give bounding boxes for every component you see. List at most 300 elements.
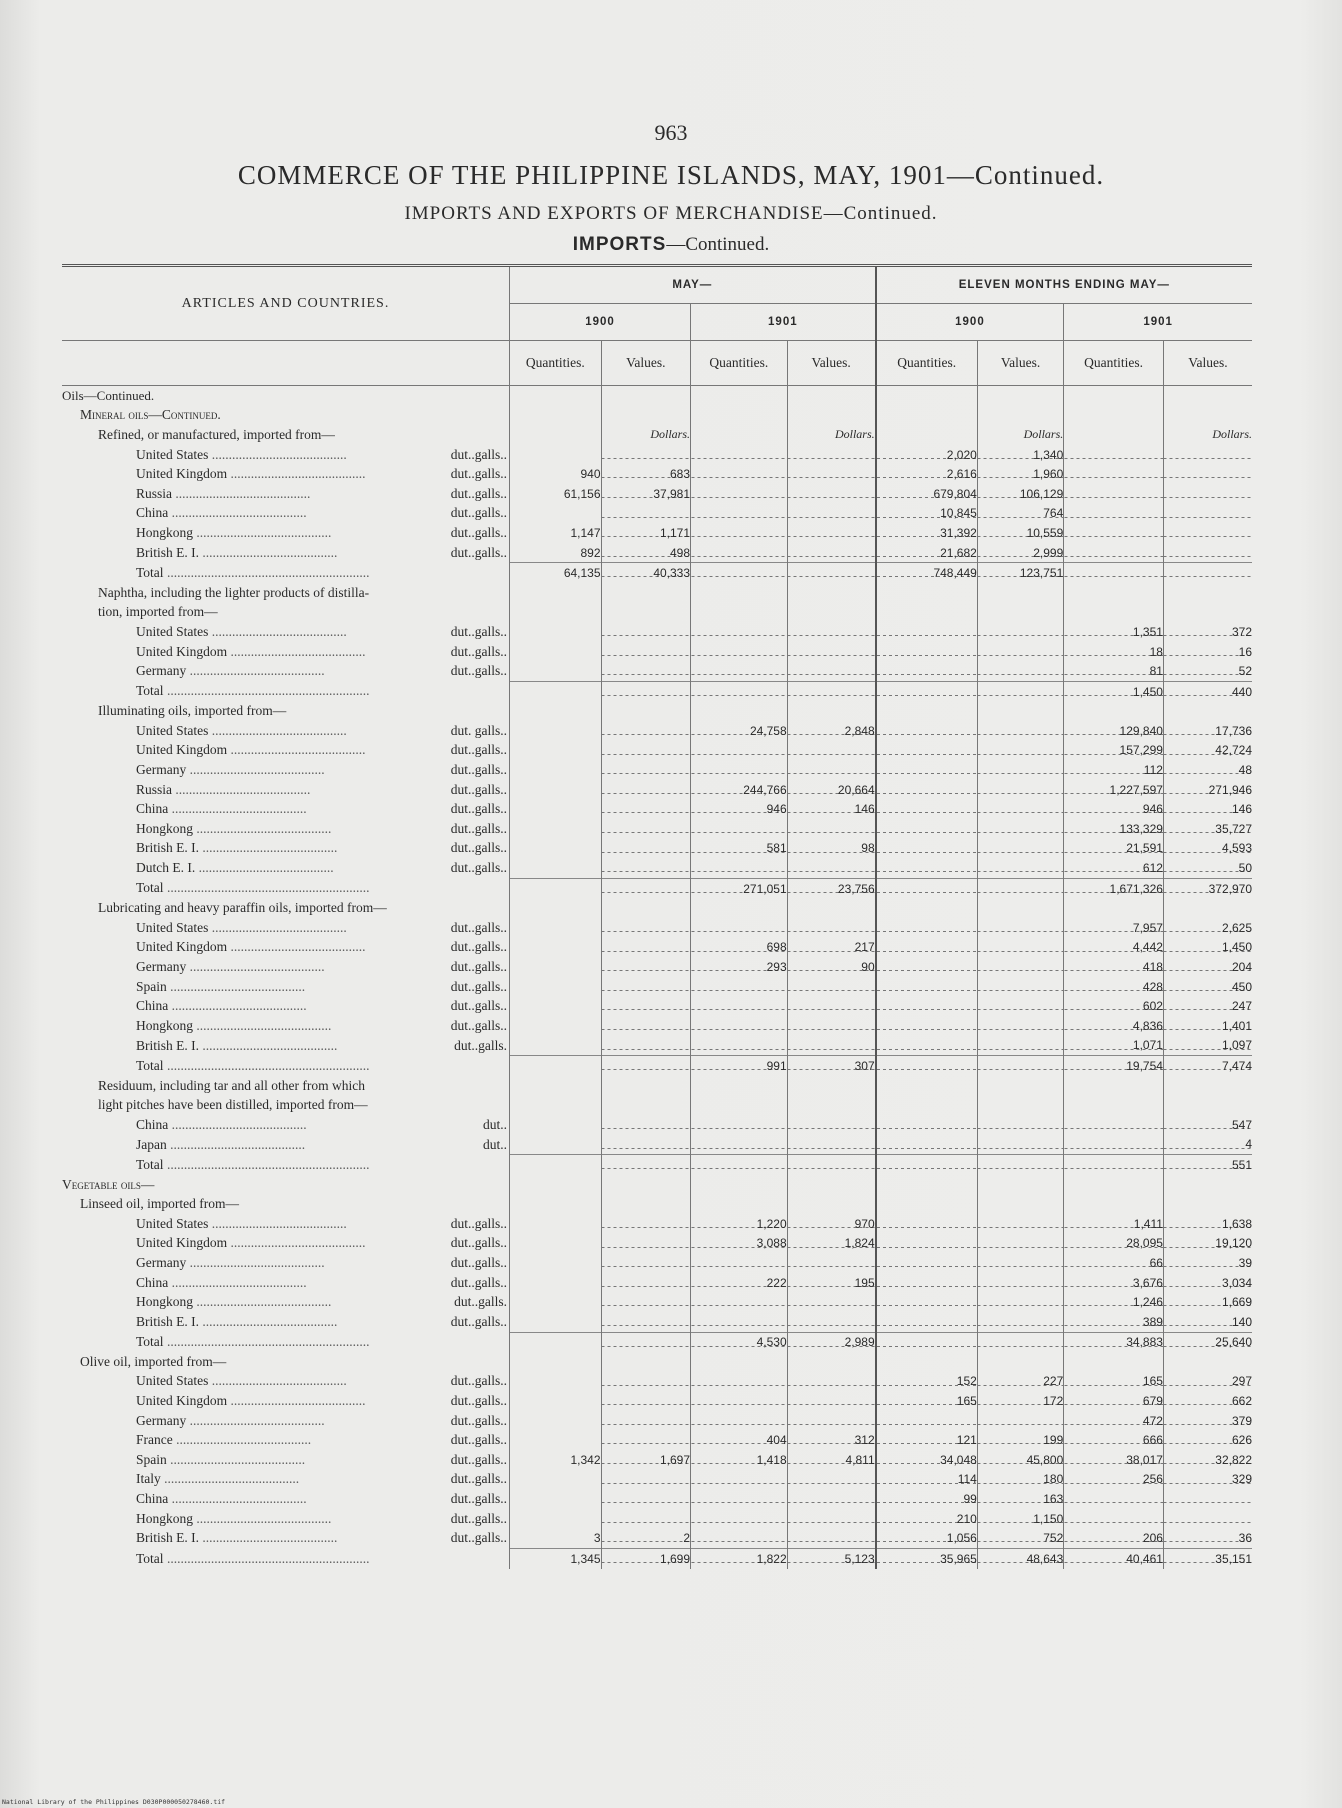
quantity-cell [1064,1352,1164,1372]
row-label-text: Linseed oil, imported from— [80,1196,239,1212]
value-cell [1163,406,1252,426]
section-heading-row [62,702,1252,722]
leader-dots: ........................................ [208,446,347,462]
leader-dots: ........................................ [166,1136,306,1152]
value-cell: 2 [601,1528,691,1548]
row-label-text: United States [136,446,209,462]
value-cell [977,799,1063,819]
row-label [62,1273,510,1293]
value-cell: 180 [977,1470,1063,1490]
leader-dots: ........................................ [168,505,307,521]
table-row [62,1273,1252,1293]
row-label-text: China [136,998,169,1014]
row-label [62,1372,510,1392]
value-cell [787,445,875,465]
quantity-cell [510,780,602,800]
row-unit: dut..galls.. [450,524,507,540]
quantity-cell [691,484,788,504]
table-row [62,938,1252,958]
row-unit: dut..galls.. [450,1254,507,1270]
quantity-cell: 1,450 [1064,681,1164,701]
row-label-text: Olive oil, imported from— [80,1353,227,1369]
quantity-cell [1064,543,1164,563]
row-label-text: Dutch E. I. [136,860,196,876]
quantity-cell: 1,227,597 [1064,780,1164,800]
value-cell: 1,824 [787,1234,875,1254]
quantity-cell [1064,523,1164,543]
quantity-cell [1064,1489,1164,1509]
row-label-text: China [136,1274,169,1290]
value-cell [1163,386,1252,406]
quantity-cell [691,1391,788,1411]
value-cell: 4,811 [787,1450,875,1470]
value-cell: 37,981 [601,484,691,504]
value-cell: 48 [1163,760,1252,780]
row-label [62,1292,510,1312]
row-label [62,445,510,465]
row-unit: dut..galls.. [450,781,507,797]
quantity-cell [1064,1095,1164,1115]
quantity-cell [1064,563,1164,583]
value-cell: 551 [1163,1155,1252,1175]
row-label [62,741,510,761]
value-cell: Dollars. [977,425,1063,445]
section-heading-row [62,425,1252,445]
quantity-cell [510,1056,602,1076]
value-cell [977,1273,1063,1293]
table-row [62,741,1252,761]
row-unit: dut..galls.. [450,1215,507,1231]
quantity-cell [691,1076,788,1096]
quantity-cell [691,1115,788,1135]
total-row [62,1155,1252,1175]
table-row [62,1115,1252,1135]
value-cell [787,464,875,484]
quantity-cell: 222 [691,1273,788,1293]
value-cell: 35,151 [1163,1549,1252,1569]
value-cell: 372 [1163,622,1252,642]
value-cell [787,898,875,918]
value-cell [977,603,1063,623]
value-cell [601,583,691,603]
value-cell: 19,120 [1163,1234,1252,1254]
value-cell [601,858,691,878]
table-row [62,1391,1252,1411]
quantity-cell [510,702,602,722]
value-cell [601,878,691,898]
value-cell: 98 [787,839,875,859]
value-cell: 146 [787,799,875,819]
row-label-text: Total [136,564,164,580]
quantity-cell [691,1016,788,1036]
header-quantities: Quantities. [510,341,602,386]
quantity-cell [876,996,978,1016]
quantity-cell: 114 [876,1470,978,1490]
leader-dots: ........................................ [195,860,334,876]
quantity-cell: 666 [1064,1430,1164,1450]
row-label-text: Spain [136,1451,167,1467]
quantity-cell [876,1115,978,1135]
leader-dots: ........................................ [227,466,366,482]
value-cell [977,661,1063,681]
value-cell [1163,603,1252,623]
value-cell [977,386,1063,406]
row-unit: dut..galls.. [450,623,507,639]
value-cell [1163,484,1252,504]
quantity-cell: 35,965 [876,1549,978,1569]
row-unit: dut..galls.. [450,860,507,876]
value-cell [601,1430,691,1450]
row-label [62,1430,510,1450]
quantity-cell: 271,051 [691,878,788,898]
quantity-cell [876,1016,978,1036]
quantity-cell [876,1234,978,1254]
value-cell: 106,129 [977,484,1063,504]
leader-dots: ........................................ [193,524,332,540]
quantity-cell: 2,020 [876,445,978,465]
row-unit: dut..galls.. [450,485,507,501]
leader-dots: ........................................ [227,1235,366,1251]
imports-table [62,264,1252,1569]
page-number: 963 [654,120,688,145]
quantity-cell [876,1312,978,1332]
row-label-text: Total [136,880,164,896]
value-cell [977,1095,1063,1115]
row-label [62,957,510,977]
table-row [62,819,1252,839]
row-label-text: Total [136,1156,164,1172]
quantity-cell: 428 [1064,977,1164,997]
leader-dots: ........................................ [172,485,311,501]
quantity-cell: 1,342 [570,1452,601,1467]
quantity-cell [876,1175,978,1195]
value-cell [601,681,691,701]
quantity-cell [691,918,788,938]
value-cell [977,1076,1063,1096]
row-label [62,523,510,543]
quantity-cell: 112 [1064,760,1164,780]
row-unit: dut..galls.. [450,1274,507,1290]
leader-dots: ........................................ [199,1530,338,1546]
value-cell [787,858,875,878]
value-cell [977,938,1063,958]
row-label-text: Mineral oils—Continued. [80,407,221,423]
value-cell: 50 [1163,858,1252,878]
row-unit: dut..galls.. [450,1313,507,1329]
row-label-text: United Kingdom [136,1235,228,1251]
value-cell [787,1489,875,1509]
quantity-cell: 3,088 [691,1234,788,1254]
quantity-cell [691,1036,788,1056]
quantity-cell [1064,702,1164,722]
quantity-cell [510,1312,602,1332]
quantity-cell [510,741,602,761]
row-label [62,484,510,504]
value-cell [977,1292,1063,1312]
value-cell: 1,669 [1163,1292,1252,1312]
row-label [62,760,510,780]
quantity-cell [510,938,602,958]
value-cell: 547 [1163,1115,1252,1135]
quantity-cell: 612 [1064,858,1164,878]
value-cell [977,642,1063,662]
row-label-text: Germany [136,1254,187,1270]
row-label-text: France [136,1432,173,1448]
value-cell: 10,559 [977,523,1063,543]
quantity-cell [510,1391,602,1411]
value-cell [977,977,1063,997]
quantity-cell: 157,299 [1064,741,1164,761]
row-unit: dut..galls.. [450,801,507,817]
value-cell [601,603,691,623]
row-label [62,938,510,958]
value-cell: 329 [1163,1470,1252,1490]
quantity-cell: 4,530 [691,1332,788,1352]
table-row [62,1528,1252,1548]
row-unit: dut..galls.. [450,466,507,482]
quantity-cell [510,1372,602,1392]
quantity-cell [876,1253,978,1273]
row-label [62,1332,510,1352]
leader-dots: ........................................ [168,1274,307,1290]
quantity-cell: 7,957 [1064,918,1164,938]
leader-dots: ........................................ [160,1471,300,1487]
row-label-text: Residuum, including tar and all other from which [98,1077,365,1093]
row-unit: dut..galls.. [450,919,507,935]
value-cell [977,1115,1063,1135]
section-heading-row [62,1175,1252,1195]
quantity-cell: 1,345 [510,1549,602,1569]
quantity-cell [510,918,602,938]
quantity-cell [876,1155,978,1175]
row-label [62,1391,510,1411]
value-cell: 217 [787,938,875,958]
value-cell: 195 [787,1273,875,1293]
value-cell [601,702,691,722]
value-cell: 2,989 [787,1332,875,1352]
table-row [62,721,1252,741]
row-unit: dut..galls.. [450,1017,507,1033]
quantity-cell [876,839,978,859]
value-cell: 271,946 [1163,780,1252,800]
value-cell [601,1292,691,1312]
quantity-cell: 892 [580,545,601,560]
leader-dots: ........................................ [193,1017,332,1033]
value-cell: 2,848 [787,721,875,741]
quantity-cell: 2,616 [876,464,978,484]
quantity-cell: 1,822 [691,1549,788,1569]
value-cell: 4,593 [1163,839,1252,859]
header-quantities: Quantities. [691,341,788,386]
value-cell [977,721,1063,741]
quantity-cell [510,760,602,780]
header-values: Values. [787,341,875,386]
value-cell [787,661,875,681]
value-cell [787,1528,875,1548]
quantity-cell [510,721,602,741]
leader-dots: ............................................................ [163,880,370,896]
quantity-cell [876,799,978,819]
value-cell: 90 [787,957,875,977]
value-cell [601,957,691,977]
row-label [62,563,510,583]
quantity-cell [1064,1194,1164,1214]
value-cell: 372,970 [1163,878,1252,898]
row-label [62,1253,510,1273]
row-label-text: Germany [136,959,187,975]
value-cell [787,622,875,642]
row-label [62,1016,510,1036]
quantity-cell: 1,147 [570,525,601,540]
quantity-cell [876,1292,978,1312]
row-label-text: United States [136,919,209,935]
value-cell [601,938,691,958]
value-cell [787,918,875,938]
value-cell [977,1332,1063,1352]
row-label [62,603,510,623]
value-cell [977,996,1063,1016]
total-row [62,878,1252,898]
row-label-text: Hongkong [136,1510,193,1526]
value-cell: 163 [977,1489,1063,1509]
row-label-text: Italy [136,1471,161,1487]
quantity-cell [510,1115,602,1135]
quantity-cell [1064,603,1164,623]
table-row [62,1135,1252,1155]
quantity-cell [691,741,788,761]
quantity-cell [876,1036,978,1056]
quantity-cell [876,1095,978,1115]
quantity-cell [510,1470,602,1490]
value-cell [787,1135,875,1155]
row-label [62,386,510,406]
section-heading-row [62,583,1252,603]
quantity-cell [510,1194,602,1214]
value-cell [977,858,1063,878]
row-label [62,1411,510,1431]
leader-dots: ........................................ [168,1491,307,1507]
value-cell: 39 [1163,1253,1252,1273]
quantity-cell: 946 [691,799,788,819]
quantity-cell [876,1056,978,1076]
quantity-cell: 940 [580,467,601,482]
row-label-text: China [136,505,169,521]
row-label [62,1036,510,1056]
leader-dots: ........................................ [168,1116,307,1132]
leader-dots: ........................................ [186,1412,325,1428]
value-cell [787,1470,875,1490]
quantity-cell [510,504,602,524]
value-cell: 1,697 [601,1450,691,1470]
quantity-cell [876,661,978,681]
leader-dots: ........................................ [208,722,347,738]
row-label-text: British E. I. [136,840,199,856]
row-label [62,918,510,938]
quantity-cell [510,1016,602,1036]
value-cell [977,878,1063,898]
quantity-cell: 19,754 [1064,1056,1164,1076]
table-row [62,1036,1252,1056]
value-cell: 5,123 [787,1549,875,1569]
quantity-cell: 121 [876,1430,978,1450]
value-cell [977,1175,1063,1195]
value-cell: 146 [1163,799,1252,819]
quantity-cell [510,445,602,465]
quantity-cell: 244,766 [691,780,788,800]
row-label-text: Refined, or manufactured, imported from— [98,426,335,442]
quantity-cell: 40,461 [1064,1549,1164,1569]
table-row [62,504,1252,524]
row-label [62,1194,510,1214]
value-cell [601,1175,691,1195]
row-unit: dut..galls.. [450,446,507,462]
value-cell [601,918,691,938]
value-cell [1163,583,1252,603]
row-label-text: Germany [136,762,187,778]
quantity-cell: 293 [691,957,788,977]
value-cell [787,642,875,662]
quantity-cell [876,583,978,603]
quantity-cell [1064,1115,1164,1135]
value-cell [977,1036,1063,1056]
table-row [62,484,1252,504]
table-row [62,996,1252,1016]
value-cell [787,1076,875,1096]
quantity-cell [510,858,602,878]
value-cell [1163,464,1252,484]
value-cell [1163,445,1252,465]
value-cell [601,741,691,761]
value-cell: 140 [1163,1312,1252,1332]
value-cell [977,1135,1063,1155]
value-cell [601,622,691,642]
row-label [62,721,510,741]
value-cell [601,386,691,406]
value-cell: 764 [977,504,1063,524]
quantity-cell: 24,758 [691,721,788,741]
row-label [62,464,510,484]
value-cell [601,1016,691,1036]
row-label [62,878,510,898]
leader-dots: ........................................ [208,919,347,935]
table-row [62,661,1252,681]
row-label-text: United States [136,722,209,738]
quantity-cell [876,603,978,623]
quantity-cell [876,858,978,878]
quantity-cell [691,563,788,583]
quantity-cell [510,622,602,642]
quantity-cell [1064,406,1164,426]
quantity-cell [510,878,602,898]
value-cell: 379 [1163,1411,1252,1431]
leader-dots: ........................................ [208,623,347,639]
quantity-cell [510,1253,602,1273]
quantity-cell [876,898,978,918]
quantity-cell [510,642,602,662]
row-label-text: Illuminating oils, imported from— [98,703,287,719]
row-label-text: Total [136,683,164,699]
value-cell: 312 [787,1430,875,1450]
leader-dots: ........................................ [172,781,311,797]
value-cell: 683 [601,464,691,484]
quantity-cell [691,406,788,426]
row-unit: dut..galls.. [450,1373,507,1389]
row-label [62,1450,510,1470]
quantity-cell: 581 [691,839,788,859]
row-label-text: British E. I. [136,1313,199,1329]
value-cell [601,1332,691,1352]
header-may-1901: 1901 [691,304,876,341]
